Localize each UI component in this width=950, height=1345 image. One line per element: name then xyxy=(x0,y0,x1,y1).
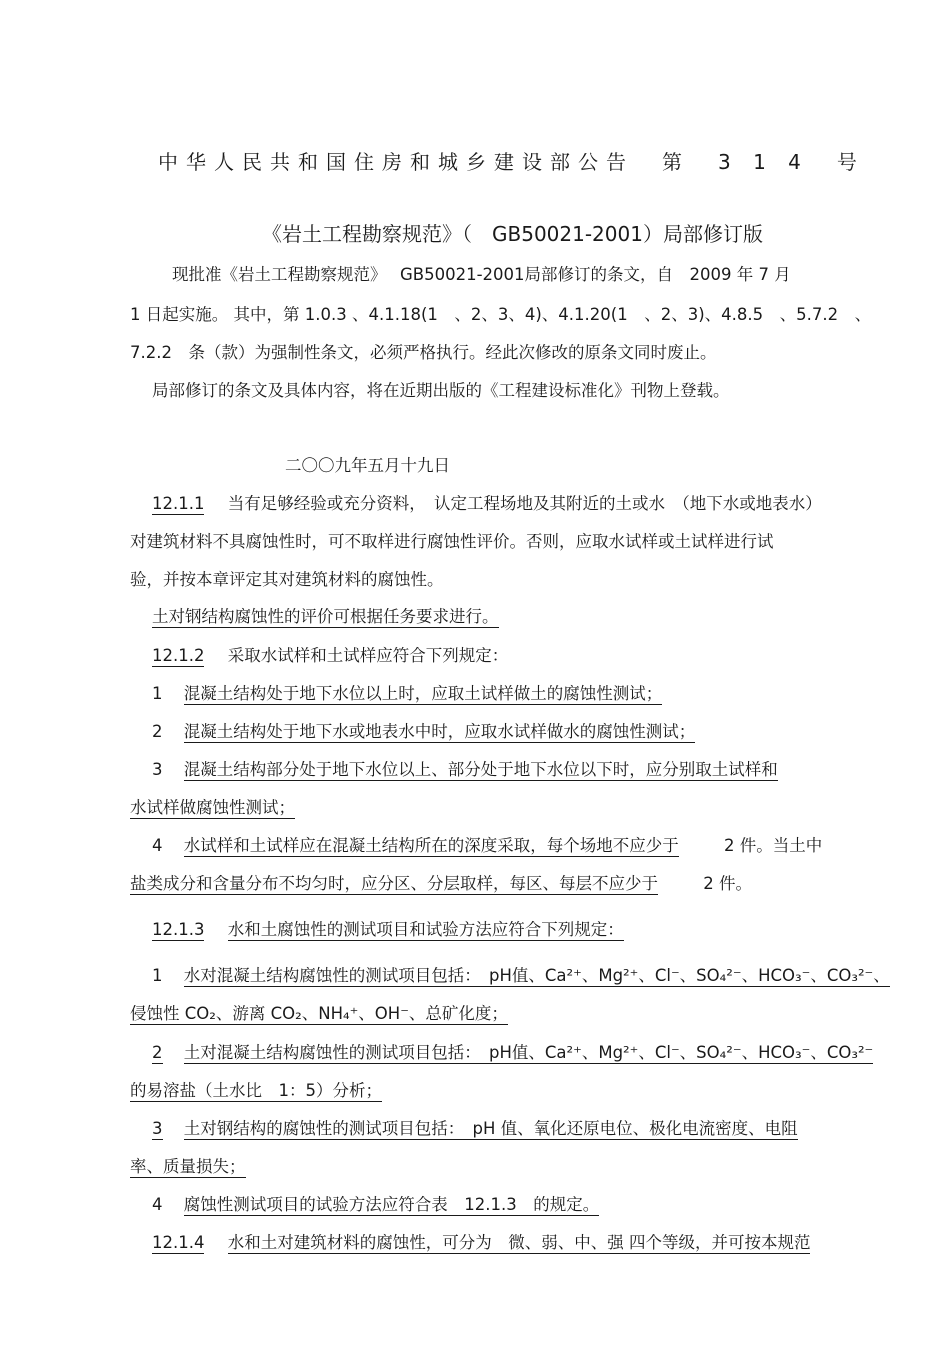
clause-12-1-2-item-2 xyxy=(152,721,950,743)
clause-number: 12.1.3 xyxy=(152,920,205,939)
clause-12-1-3-item-2-line-1 xyxy=(152,1042,950,1064)
announcement-title: 中华人民共和国住房和城乡建设部公告 第 3 1 4 号 xyxy=(158,150,865,174)
item-number: 2 xyxy=(152,722,163,741)
clause-12-1-1-line-3: 验，并按本章评定其对建筑材料的腐蚀性。 xyxy=(130,570,444,589)
clause-12-1-4 xyxy=(152,1232,950,1254)
clause-12-1-2 xyxy=(152,645,950,667)
item-text: 侵蚀性 CO₂、游离 CO₂、NH₄⁺、OH⁻、总矿化度； xyxy=(130,1004,508,1023)
announcement-date: 二〇〇九年五月十九日 xyxy=(285,456,450,475)
clause-12-1-2-item-1 xyxy=(152,683,950,705)
announcement-line-2: 1 日起实施。 其中，第 1.0.3 、4.1.18(1 、2、3、4)、4.1.20(1 、2、3)、4.8.5 、5.7.2 、 xyxy=(130,305,872,324)
item-text: 混凝土结构处于地下水位以上时，应取土试样做土的腐蚀性测试； xyxy=(183,684,663,703)
clause-text: 水和土对建筑材料的腐蚀性，可分为 微、弱、中、强 四个等级，并可按本规范 xyxy=(227,1233,811,1252)
clause-12-1-3-item-4 xyxy=(152,1194,950,1216)
item-text: 的易溶盐（土水比 1：5）分析； xyxy=(130,1081,382,1100)
clause-12-1-1-line-1 xyxy=(152,493,950,515)
item-number: 4 xyxy=(152,1195,163,1214)
item-text: 混凝土结构部分处于地下水位以上、部分处于地下水位以下时，应分别取土试样和 xyxy=(183,760,778,779)
clause-12-1-2-item-3-line-1 xyxy=(152,759,950,781)
document-subtitle: 《岩土工程勘察规范》（ GB50021-2001）局部修订版 xyxy=(262,222,763,246)
item-text: 盐类成分和含量分布不均匀时，应分区、分层取样，每区、每层不应少于 xyxy=(130,874,658,893)
clause-12-1-3-item-3-line-1 xyxy=(152,1118,950,1140)
clause-12-1-3 xyxy=(152,919,950,941)
clause-12-1-1-line-4 xyxy=(152,606,950,628)
item-number: 3 xyxy=(152,1119,163,1138)
item-text: 土对钢结构的腐蚀性的测试项目包括： pH 值、氧化还原电位、极化电流密度、电阻 xyxy=(183,1119,798,1138)
item-text: 水试样和土试样应在混凝土结构所在的深度采取，每个场地不应少于 xyxy=(183,836,679,855)
item-text: 腐蚀性测试项目的试验方法应符合表 12.1.3 的规定。 xyxy=(183,1195,600,1214)
announcement-line-3: 7.2.2 条（款）为强制性条文，必须严格执行。经此次修改的原条文同时废止。 xyxy=(130,343,717,362)
clause-text: 水和土腐蚀性的测试项目和试验方法应符合下列规定： xyxy=(227,920,624,939)
clause-12-1-1-line-2: 对建筑材料不具腐蚀性时，可不取样进行腐蚀性评价。否则，应取水试样或土试样进行试 xyxy=(130,532,774,551)
clause-number: 12.1.4 xyxy=(152,1233,205,1252)
item-text: 2 件。当土中 xyxy=(724,836,823,855)
item-number: 1 xyxy=(152,966,163,985)
clause-12-1-2-item-4-line-2 xyxy=(130,873,950,895)
clause-12-1-2-item-3-line-2 xyxy=(130,797,950,819)
item-number: 4 xyxy=(152,836,163,855)
clause-12-1-3-item-2-line-2 xyxy=(130,1080,950,1102)
item-text: 2 件。 xyxy=(703,874,752,893)
item-text: 率、质量损失； xyxy=(130,1157,246,1176)
clause-text: 采取水试样和土试样应符合下列规定： xyxy=(227,646,509,665)
item-number: 1 xyxy=(152,684,163,703)
clause-text: 当有足够经验或充分资料， 认定工程场地及其附近的土或水 （地下水或地表水） xyxy=(227,494,822,513)
clause-number: 12.1.1 xyxy=(152,494,205,513)
clause-12-1-3-item-1-line-1 xyxy=(152,965,950,987)
item-text: 水对混凝土结构腐蚀性的测试项目包括： pH值、Ca²⁺、Mg²⁺、Cl⁻、SO₄²⁻、HCO₃⁻、CO₃²⁻、 xyxy=(183,966,890,985)
clause-12-1-2-item-4-line-1 xyxy=(152,835,950,857)
announcement-line-1: 现批准《岩土工程勘察规范》 GB50021-2001局部修订的条文，自 2009 年 7 月 xyxy=(172,265,791,284)
item-text: 混凝土结构处于地下水或地表水中时，应取水试样做水的腐蚀性测试； xyxy=(183,722,696,741)
clause-number: 12.1.2 xyxy=(152,646,205,665)
announcement-line-4: 局部修订的条文及具体内容，将在近期出版的《工程建设标准化》刊物上登载。 xyxy=(152,381,730,400)
clause-12-1-3-item-3-line-2 xyxy=(130,1156,950,1178)
item-number: 2 xyxy=(152,1043,163,1062)
clause-12-1-3-item-1-line-2 xyxy=(130,1003,950,1025)
clause-text: 土对钢结构腐蚀性的评价可根据任务要求进行。 xyxy=(152,607,499,626)
item-text: 水试样做腐蚀性测试； xyxy=(130,798,295,817)
item-text: 土对混凝土结构腐蚀性的测试项目包括： pH值、Ca²⁺、Mg²⁺、Cl⁻、SO₄²⁻、HCO₃⁻、CO₃²⁻ xyxy=(183,1043,874,1062)
item-number: 3 xyxy=(152,760,163,779)
